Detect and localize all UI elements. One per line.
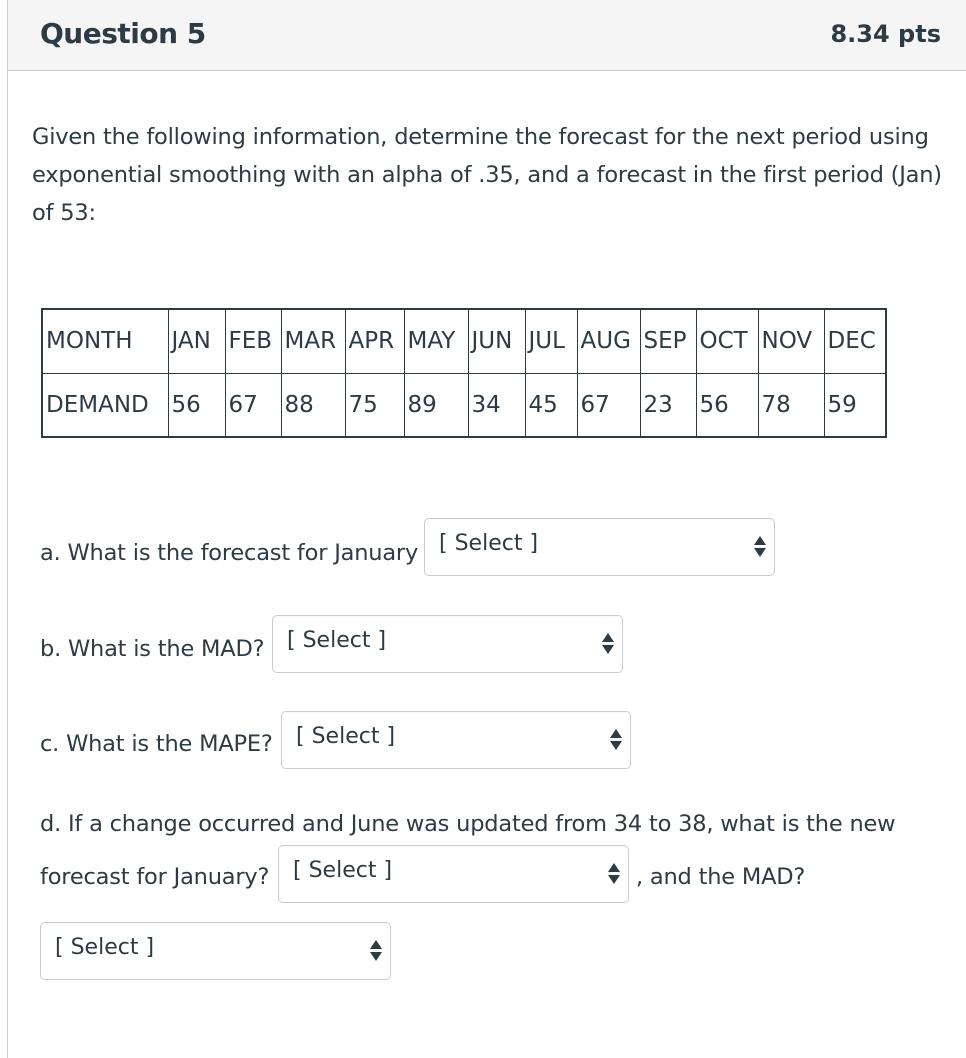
part-c-select[interactable] xyxy=(281,711,631,769)
table-cell: 56 xyxy=(168,373,225,437)
part-d-mad-select-value: [ Select ] xyxy=(55,935,155,960)
table-cell: FEB xyxy=(225,309,281,373)
table-cell: JUL xyxy=(525,309,577,373)
demand-table xyxy=(41,308,887,438)
table-cell: OCT xyxy=(696,309,758,373)
table-cell: MONTH xyxy=(42,309,168,373)
up-down-arrows-icon xyxy=(610,729,622,753)
table-cell: 75 xyxy=(345,373,404,437)
table-cell: 67 xyxy=(225,373,281,437)
table-cell: JAN xyxy=(168,309,225,373)
table-data-row xyxy=(42,373,886,437)
part-d-text-line1: d. If a change occurred and June was updated from 34 to 38, what is the new xyxy=(40,811,896,837)
table-cell: 45 xyxy=(525,373,577,437)
part-a-select-value: [ Select ] xyxy=(439,531,539,556)
table-cell: 23 xyxy=(640,373,696,437)
part-d-mad-select[interactable] xyxy=(40,922,391,980)
part-d-forecast-select[interactable] xyxy=(278,845,629,903)
part-a-select[interactable] xyxy=(424,518,775,576)
table-cell: DEC xyxy=(824,309,886,373)
part-d-forecast-select-value: [ Select ] xyxy=(293,858,393,883)
question-header xyxy=(8,0,966,71)
part-b-text: b. What is the MAD? xyxy=(40,636,265,662)
table-cell: 34 xyxy=(468,373,525,437)
question-title: Question 5 xyxy=(40,17,206,50)
table-cell: 88 xyxy=(281,373,345,437)
table-cell: 78 xyxy=(758,373,824,437)
part-b-select[interactable] xyxy=(272,615,623,673)
table-cell: AUG xyxy=(577,309,640,373)
part-c-text: c. What is the MAPE? xyxy=(40,731,273,757)
table-cell: 89 xyxy=(404,373,468,437)
table-cell: APR xyxy=(345,309,404,373)
table-cell: JUN xyxy=(468,309,525,373)
up-down-arrows-icon xyxy=(608,863,620,887)
table-cell: DEMAND xyxy=(42,373,168,437)
table-cell: SEP xyxy=(640,309,696,373)
part-c-select-value: [ Select ] xyxy=(296,724,396,749)
up-down-arrows-icon xyxy=(754,536,766,560)
part-d-text-line2: forecast for January? xyxy=(40,864,270,890)
table-cell: MAY xyxy=(404,309,468,373)
table-cell: 67 xyxy=(577,373,640,437)
up-down-arrows-icon xyxy=(602,633,614,657)
question-prompt: Given the following information, determine the forecast for the next period using exponential smoothing with an alpha of .35, and a forecast in the first period (Jan) of 53: xyxy=(32,124,942,226)
table-cell: NOV xyxy=(758,309,824,373)
table-header-row xyxy=(42,309,886,373)
table-cell: 56 xyxy=(696,373,758,437)
part-b-select-value: [ Select ] xyxy=(287,628,387,653)
up-down-arrows-icon xyxy=(370,940,382,964)
question-points: 8.34 pts xyxy=(830,20,941,48)
table-cell: MAR xyxy=(281,309,345,373)
table-cell: 59 xyxy=(824,373,886,437)
part-a-text: a. What is the forecast for January xyxy=(40,540,419,566)
part-d-text-after: , and the MAD? xyxy=(636,864,806,890)
